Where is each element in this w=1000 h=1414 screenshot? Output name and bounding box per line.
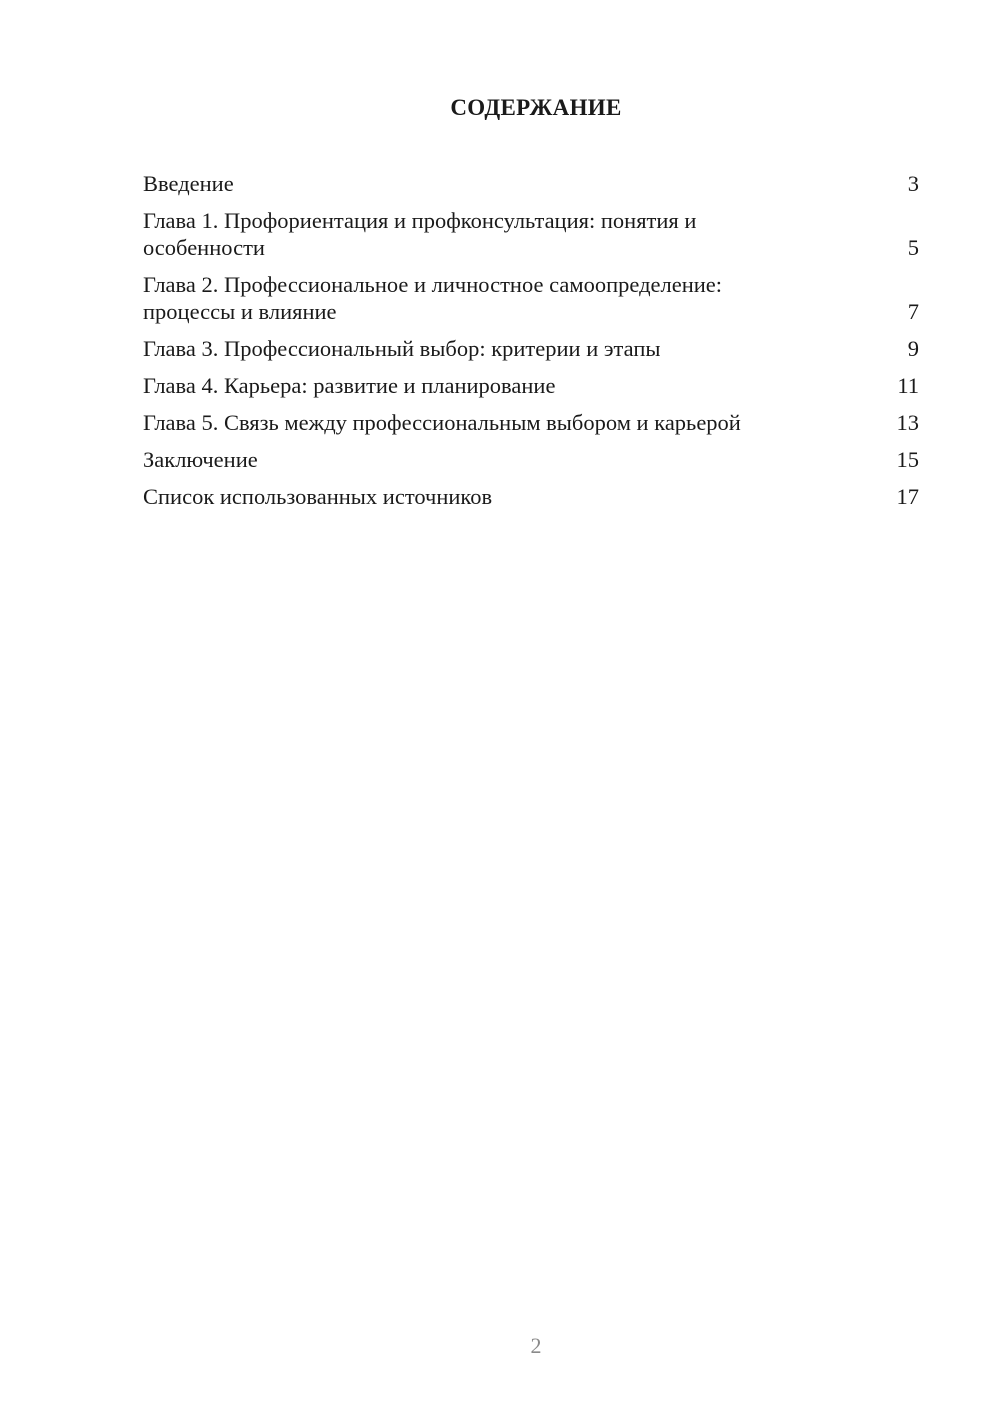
toc-entry-text: Глава 5. Связь между профессиональным выбором и карьерой [143,410,741,435]
toc-entry-page: 5 [907,235,919,260]
toc-entry-chapter-3 [143,335,919,362]
toc-entry-chapter-5 [143,409,919,436]
table-of-contents [143,170,919,520]
toc-entry-page: 11 [897,373,919,398]
toc-title: СОДЕРЖАНИЕ [450,95,622,120]
toc-entry-page: 7 [907,299,919,324]
toc-entry-text: Глава 3. Профессиональный выбор: критерии и этапы [143,336,661,361]
toc-entry-introduction [143,170,919,197]
toc-entry-page: 9 [907,336,919,361]
toc-entry-references [143,483,919,510]
toc-entry-chapter-2 [143,271,919,325]
toc-entry-chapter-1 [143,207,919,261]
toc-entry-chapter-4 [143,372,919,399]
toc-entry-text: Глава 4. Карьера: развитие и планирование [143,373,556,398]
toc-entry-text: Глава 2. Профессиональное и личностное самоопределение: процессы и влияние [143,272,723,324]
toc-entry-page: 13 [896,410,919,435]
toc-entry-text: Заключение [143,447,258,472]
toc-entry-text: Список использованных источников [143,484,493,509]
toc-entry-text: Глава 1. Профориентация и профконсультация: понятия и особенности [143,208,697,260]
toc-entry-page: 17 [896,484,919,509]
toc-entry-text: Введение [143,171,234,196]
toc-entry-page: 15 [896,447,919,472]
page-number: 2 [530,1333,542,1358]
toc-entry-page: 3 [907,171,919,196]
toc-entry-conclusion [143,446,919,473]
